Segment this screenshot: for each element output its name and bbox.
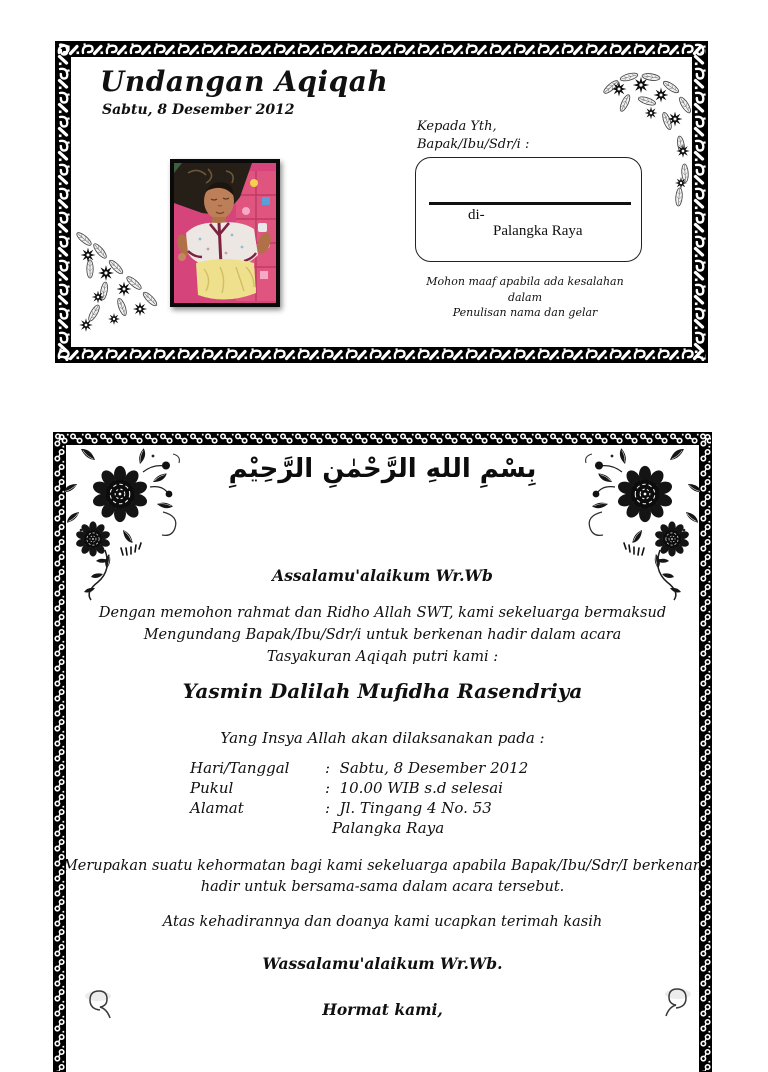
intro-paragraph: [53, 602, 712, 668]
recipient-name-box: [415, 157, 642, 262]
intro-line2: Mengundang Bapak/Ibu/Sdr/i untuk berkenan hadir dalam acara: [143, 627, 622, 643]
detail-label: Hari/Tanggal: [190, 759, 290, 777]
detail-label: Alamat: [190, 799, 244, 817]
detail-row-address-city: [190, 818, 528, 838]
apology-line2: Penulisan nama dan gelar: [452, 306, 598, 319]
cover-title: Undangan Aqiqah: [100, 65, 389, 98]
child-name: Yasmin Dalilah Mufidha Rasendriya: [182, 679, 583, 703]
detail-value: : Sabtu, 8 Desember 2012: [325, 759, 529, 777]
closing-line1: Merupakan suatu kehormatan bagi kami sekeluarga apabila Bapak/Ibu/Sdr/I berkenan: [62, 858, 703, 874]
recipient-label-line2: Bapak/Ibu/Sdr/i :: [417, 137, 530, 152]
floral-ornament-bottom-left: [70, 221, 175, 351]
detail-value: : Jl. Tingang 4 No. 53: [325, 799, 492, 817]
regards-label: Hormat kami,: [322, 1000, 443, 1019]
baby-photo: [170, 159, 280, 307]
recipient-label-line1: Kepada Yth,: [417, 119, 497, 134]
apology-line1: Mohon maaf apabila ada kesalahan dalam: [426, 275, 624, 304]
loop-border-right: [700, 433, 711, 1071]
cover-date: Sabtu, 8 Desember 2012: [102, 102, 295, 118]
schedule-intro: Yang Insya Allah akan dilaksanakan pada :: [220, 729, 545, 747]
closing-line2: hadir untuk bersama-sama dalam acara tersebut.: [200, 879, 565, 895]
detail-row-address: [190, 798, 528, 818]
baby-photo-image: [174, 163, 276, 303]
loop-border-left: [54, 433, 65, 1071]
detail-value: : 10.00 WIB s.d selesai: [325, 779, 503, 797]
batik-border-left: [57, 43, 70, 361]
batik-border-top: [57, 43, 706, 56]
swirl-ornament-bottom-right: [658, 982, 692, 1022]
recipient-label: [417, 118, 529, 154]
intro-line3: Tasyakuran Aqiqah putri kami :: [266, 649, 499, 665]
recipient-name-line: [429, 202, 631, 205]
closing-paragraph: [53, 856, 712, 898]
invitation-cover-card: [55, 41, 708, 363]
detail-label: Pukul: [190, 779, 234, 797]
thanks-line: Atas kehadirannya dan doanya kami ucapkan terimah kasih: [162, 914, 603, 930]
event-details: [190, 758, 528, 838]
recipient-city: Palangka Raya: [493, 223, 583, 239]
apology-note: [410, 274, 640, 321]
detail-row-time: [190, 778, 528, 798]
detail-row-day: [190, 758, 528, 778]
swirl-ornament-bottom-left: [84, 984, 118, 1024]
bismillah-calligraphy: بِسْمِ اللهِ الرَّحْمٰنِ الرَّحِيْمِ: [228, 454, 537, 484]
intro-line1: Dengan memohon rahmat dan Ridho Allah SWT, kami sekeluarga bermaksud: [98, 605, 667, 621]
invitation-content-card: [53, 432, 712, 1072]
opening-salam: Assalamu'alaikum Wr.Wb: [272, 566, 493, 585]
di-label: di-: [468, 207, 485, 223]
closing-salam: Wassalamu'alaikum Wr.Wb.: [262, 954, 503, 973]
detail-city: Palangka Raya: [332, 819, 445, 837]
